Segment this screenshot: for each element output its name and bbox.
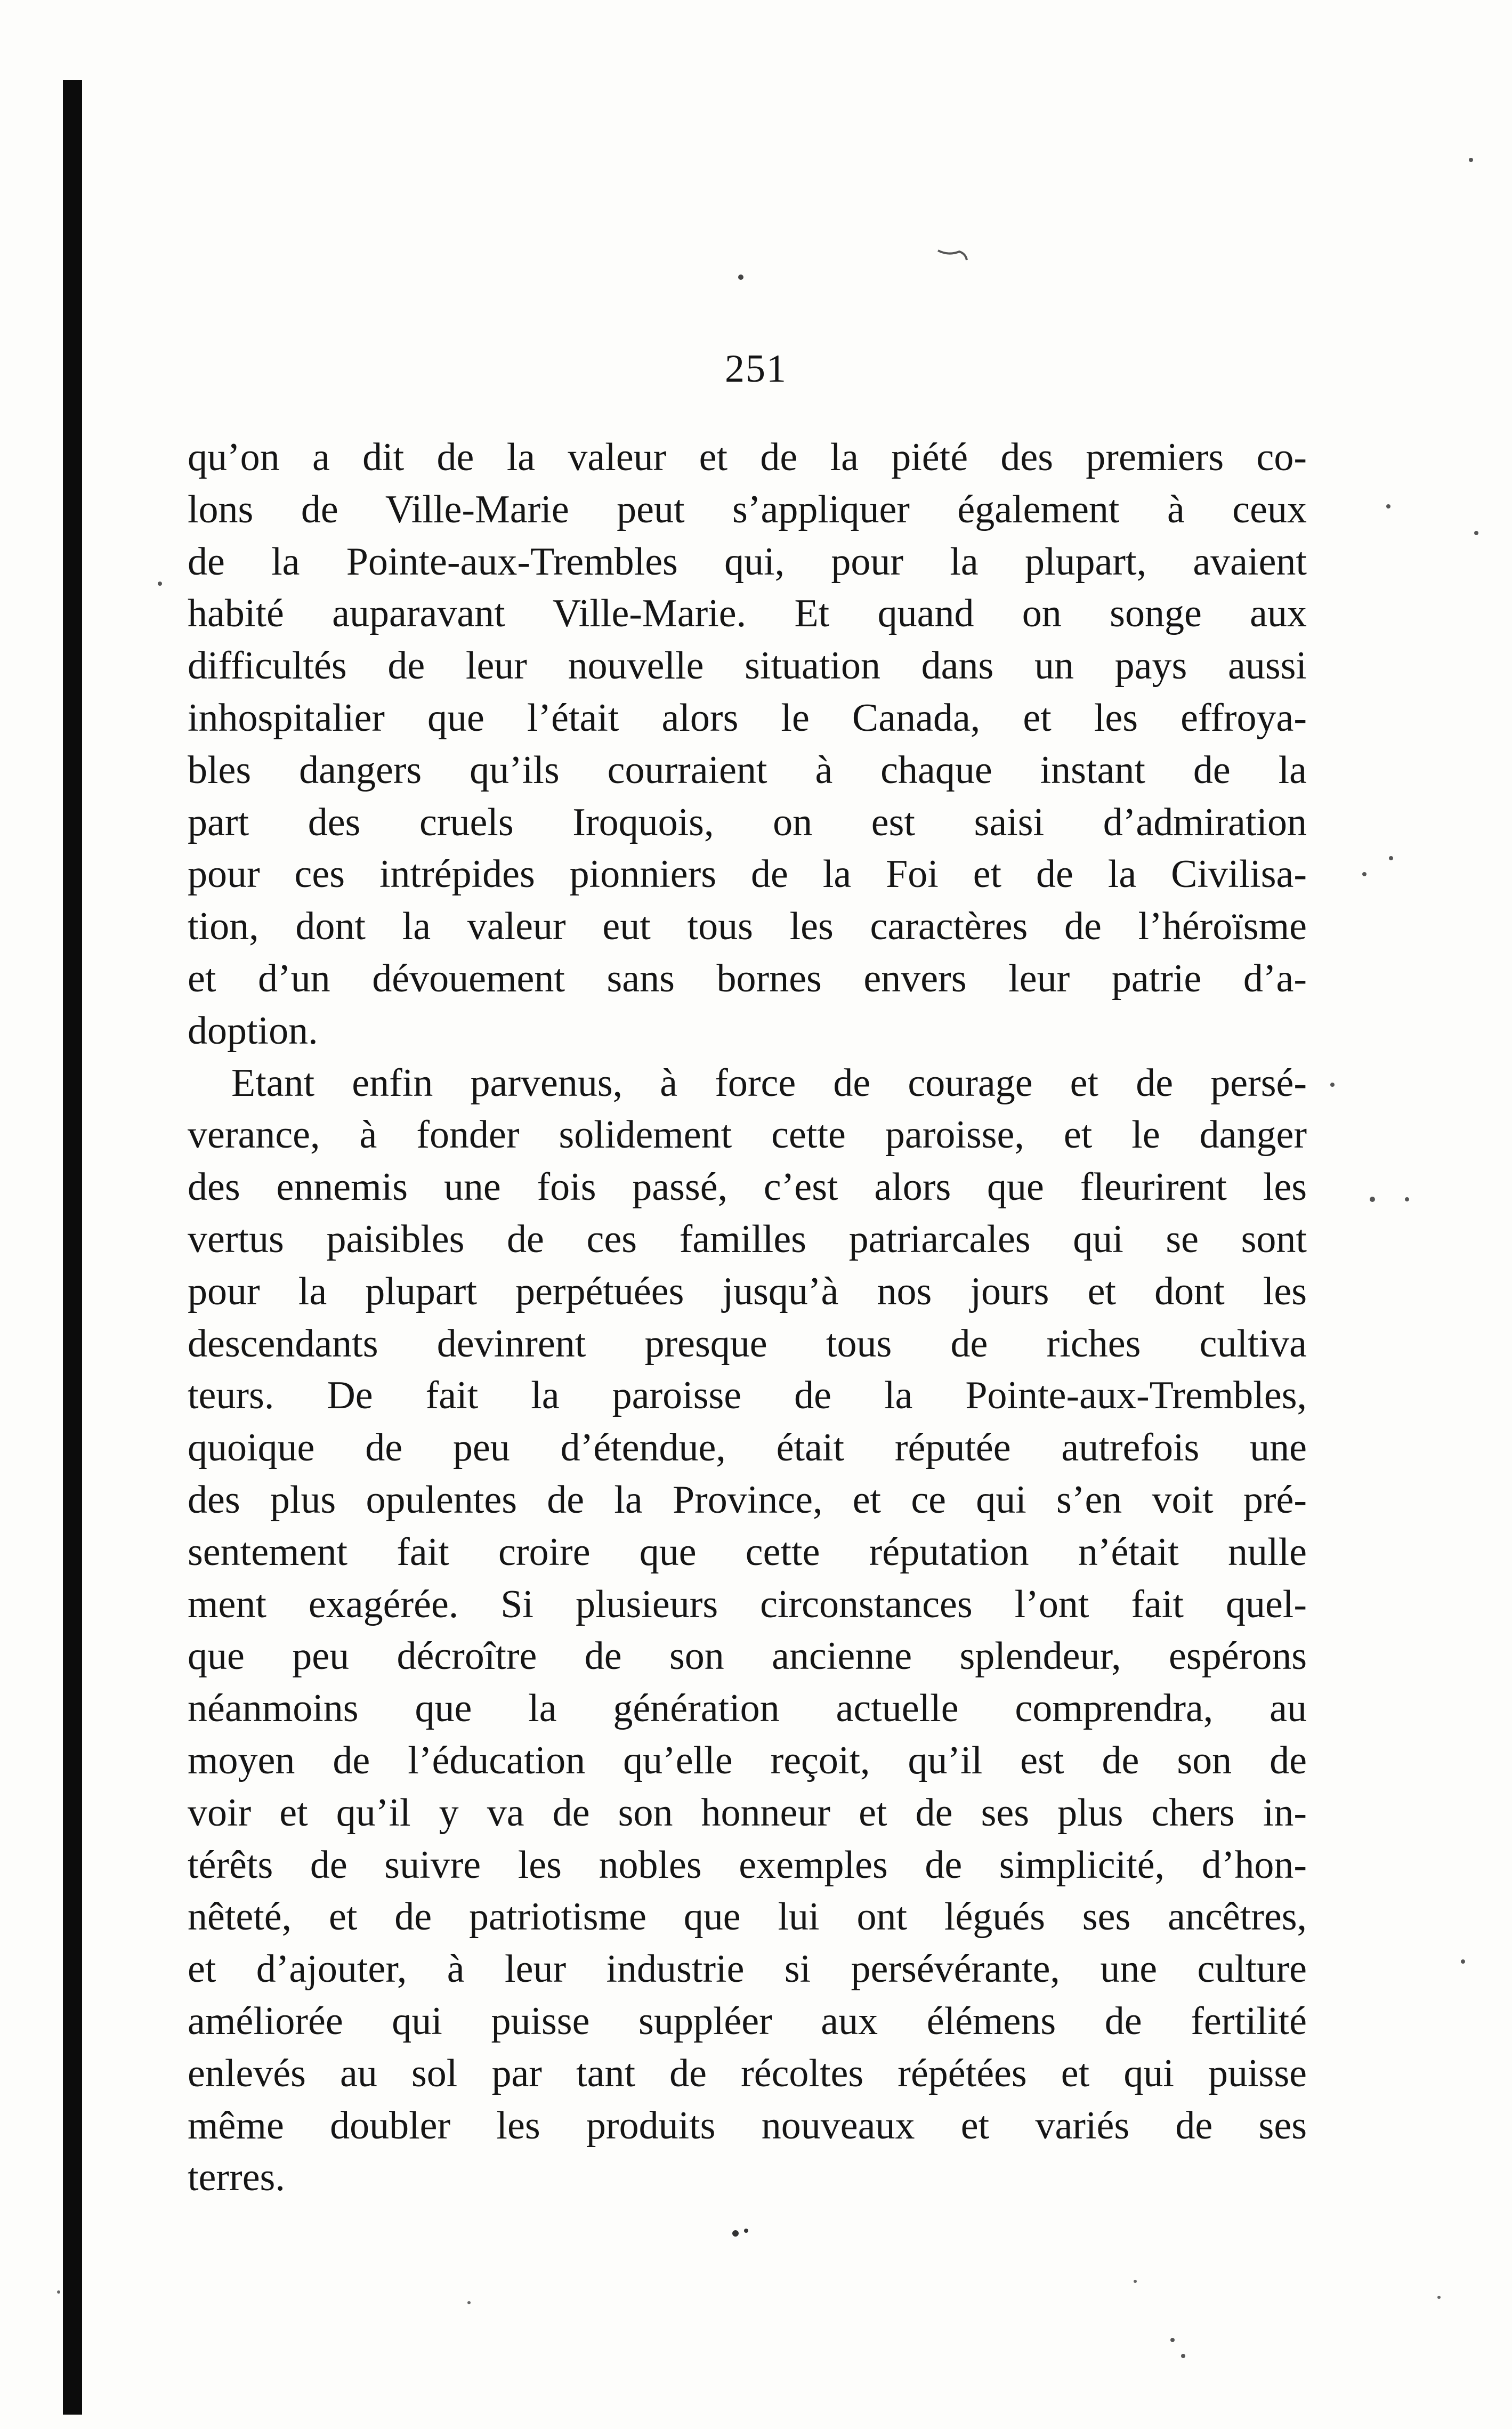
text-line: habité auparavant Ville-Marie. Et quand on songe aux — [188, 592, 1307, 636]
binding-shadow — [63, 80, 82, 2415]
text-line: même doubler les produits nouveaux et variés de ses — [188, 2103, 1307, 2148]
text-line: des plus opulentes de la Province, et ce qui s’en voit pré- — [188, 1478, 1307, 1522]
text-line: néanmoins que la génération actuelle comprendra, au — [188, 1686, 1307, 1731]
text-line: doption. — [188, 1008, 318, 1053]
text-line: descendants devinrent presque tous de riches cultiva — [188, 1321, 1307, 1366]
text-line: terres. — [188, 2156, 285, 2200]
text-line: améliorée qui puisse suppléer aux élémens de fertilité — [188, 1999, 1307, 2043]
text-line: bles dangers qu’ils courraient à chaque instant de la — [188, 748, 1307, 792]
text-line: et d’ajouter, à leur industrie si persévérante, une culture — [188, 1947, 1307, 1991]
text-line: tion, dont la valeur eut tous les caractères de l’héroïsme — [188, 905, 1307, 949]
text-line: nêteté, et de patriotisme que lui ont légués ses ancêtres, — [188, 1895, 1307, 1939]
text-line: et d’un dévouement sans bornes envers leur patrie d’a- — [188, 956, 1307, 1000]
text-line: difficultés de leur nouvelle situation dans un pays aussi — [188, 644, 1307, 688]
text-line: part des cruels Iroquois, on est saisi d’admiration — [188, 800, 1307, 844]
page-number: 251 — [725, 347, 787, 391]
text-line: enlevés au sol par tant de récoltes répétées et qui puisse — [188, 2051, 1307, 2095]
text-line: voir et qu’il y va de son honneur et de ses plus chers in- — [188, 1790, 1307, 1835]
text-line: qu’on a dit de la valeur et de la piété des premiers co- — [188, 435, 1307, 479]
text-line: inhospitalier que l’était alors le Canada, et les effroya- — [188, 696, 1307, 740]
text-line: térêts de suivre les nobles exemples de simplicité, d’hon- — [188, 1843, 1307, 1887]
text-line: verance, à fonder solidement cette paroisse, et le danger — [188, 1113, 1307, 1157]
text-line: moyen de l’éducation qu’elle reçoit, qu’il est de son de — [188, 1738, 1307, 1782]
text-line: de la Pointe-aux-Trembles qui, pour la plupart, avaient — [188, 539, 1307, 584]
text-line: quoique de peu d’étendue, était réputée autrefois une — [188, 1426, 1307, 1470]
text-line: que peu décroître de son ancienne splendeur, espérons — [188, 1634, 1307, 1678]
text-line: teurs. De fait la paroisse de la Pointe-aux-Trembles, — [188, 1374, 1307, 1418]
body-text — [188, 432, 1307, 2204]
text-line: des ennemis une fois passé, c’est alors que fleurirent les — [188, 1165, 1307, 1209]
text-line: ment exagérée. Si plusieurs circonstances l’ont fait quel- — [188, 1582, 1307, 1626]
text-line: vertus paisibles de ces familles patriarcales qui se sont — [188, 1217, 1307, 1261]
text-line: Etant enfin parvenus, à force de courage et de persé- — [231, 1061, 1307, 1105]
text-line: sentement fait croire que cette réputation n’était nulle — [188, 1530, 1307, 1574]
text-line: pour ces intrépides pionniers de la Foi et de la Civilisa- — [188, 852, 1307, 897]
text-line: pour la plupart perpétuées jusqu’à nos jours et dont les — [188, 1269, 1307, 1313]
text-line: lons de Ville-Marie peut s’appliquer également à ceux — [188, 487, 1307, 531]
